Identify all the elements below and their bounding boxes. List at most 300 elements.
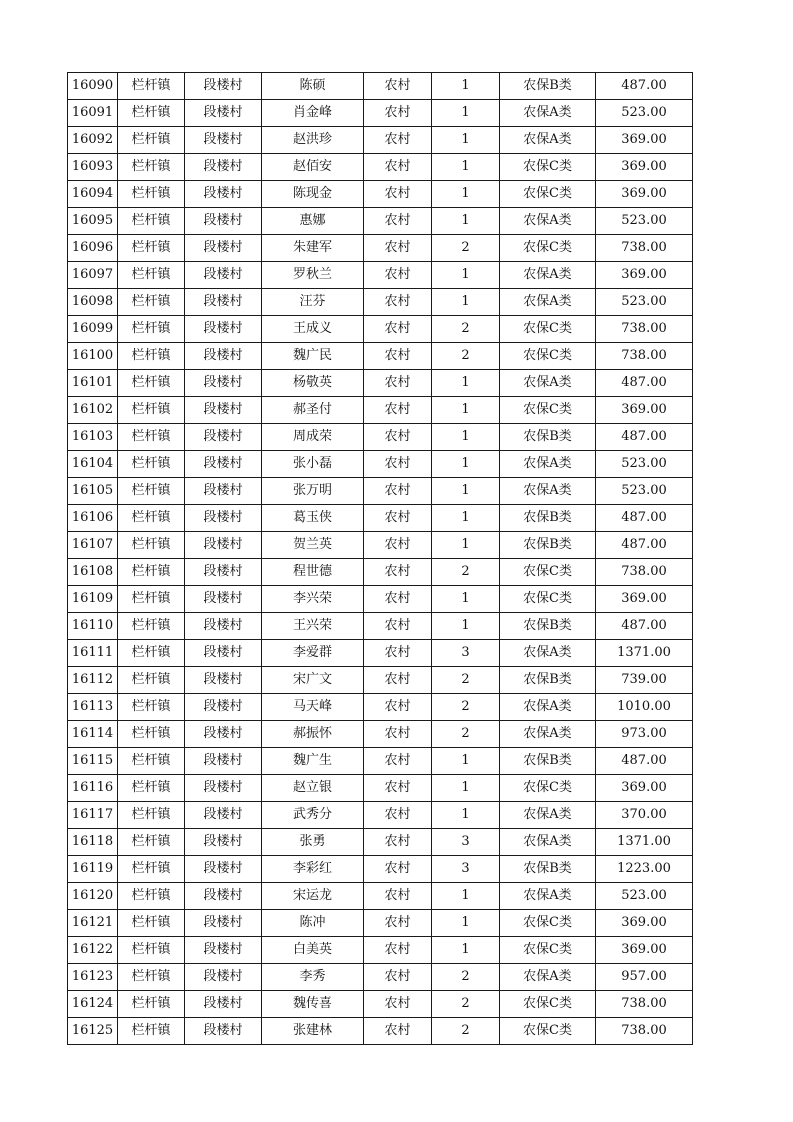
household-type-cell: 农村 [364,235,432,262]
amount-cell: 369.00 [596,181,693,208]
amount-cell: 369.00 [596,775,693,802]
amount-cell: 1371.00 [596,829,693,856]
name-cell: 程世德 [262,559,364,586]
serial-number-cell: 16107 [68,532,118,559]
insurance-category-cell: 农保B类 [500,532,596,559]
serial-number-cell: 16123 [68,964,118,991]
household-type-cell: 农村 [364,262,432,289]
insurance-category-cell: 农保A类 [500,640,596,667]
person-count-cell: 2 [432,667,500,694]
insurance-category-cell: 农保C类 [500,343,596,370]
insurance-category-cell: 农保A类 [500,694,596,721]
amount-cell: 957.00 [596,964,693,991]
amount-cell: 487.00 [596,613,693,640]
household-type-cell: 农村 [364,721,432,748]
table-row [68,397,693,424]
person-count-cell: 1 [432,586,500,613]
village-cell: 段楼村 [185,154,262,181]
household-type-cell: 农村 [364,829,432,856]
person-count-cell: 1 [432,370,500,397]
household-type-cell: 农村 [364,343,432,370]
serial-number-cell: 16125 [68,1018,118,1045]
insurance-category-cell: 农保B类 [500,856,596,883]
name-cell: 白美英 [262,937,364,964]
amount-cell: 369.00 [596,586,693,613]
name-cell: 郝振怀 [262,721,364,748]
serial-number-cell: 16098 [68,289,118,316]
town-cell: 栏杆镇 [118,532,185,559]
serial-number-cell: 16115 [68,748,118,775]
amount-cell: 369.00 [596,154,693,181]
amount-cell: 523.00 [596,451,693,478]
village-cell: 段楼村 [185,397,262,424]
insurance-category-cell: 农保A类 [500,883,596,910]
name-cell: 陈现金 [262,181,364,208]
amount-cell: 487.00 [596,370,693,397]
name-cell: 李兴荣 [262,586,364,613]
name-cell: 李秀 [262,964,364,991]
person-count-cell: 3 [432,856,500,883]
table-row [68,424,693,451]
town-cell: 栏杆镇 [118,478,185,505]
serial-number-cell: 16091 [68,100,118,127]
name-cell: 周成荣 [262,424,364,451]
village-cell: 段楼村 [185,208,262,235]
name-cell: 汪芬 [262,289,364,316]
village-cell: 段楼村 [185,73,262,100]
village-cell: 段楼村 [185,721,262,748]
person-count-cell: 2 [432,316,500,343]
insurance-category-cell: 农保A类 [500,802,596,829]
household-type-cell: 农村 [364,208,432,235]
serial-number-cell: 16116 [68,775,118,802]
town-cell: 栏杆镇 [118,991,185,1018]
household-type-cell: 农村 [364,370,432,397]
household-type-cell: 农村 [364,667,432,694]
table-row [68,181,693,208]
household-type-cell: 农村 [364,586,432,613]
name-cell: 张建林 [262,1018,364,1045]
household-type-cell: 农村 [364,100,432,127]
town-cell: 栏杆镇 [118,370,185,397]
town-cell: 栏杆镇 [118,73,185,100]
name-cell: 赵佰安 [262,154,364,181]
insurance-category-cell: 农保C类 [500,397,596,424]
table-row [68,262,693,289]
table-row [68,100,693,127]
insurance-category-cell: 农保C类 [500,586,596,613]
household-type-cell: 农村 [364,802,432,829]
table-row [68,289,693,316]
name-cell: 赵立银 [262,775,364,802]
village-cell: 段楼村 [185,370,262,397]
household-type-cell: 农村 [364,883,432,910]
household-type-cell: 农村 [364,937,432,964]
person-count-cell: 2 [432,559,500,586]
town-cell: 栏杆镇 [118,289,185,316]
person-count-cell: 2 [432,235,500,262]
amount-cell: 523.00 [596,478,693,505]
insurance-category-cell: 农保A类 [500,370,596,397]
insurance-category-cell: 农保A类 [500,721,596,748]
table-row [68,613,693,640]
table-row [68,910,693,937]
amount-cell: 523.00 [596,289,693,316]
serial-number-cell: 16122 [68,937,118,964]
household-type-cell: 农村 [364,532,432,559]
town-cell: 栏杆镇 [118,640,185,667]
insurance-category-cell: 农保C类 [500,991,596,1018]
village-cell: 段楼村 [185,559,262,586]
table-row [68,478,693,505]
household-type-cell: 农村 [364,748,432,775]
household-type-cell: 农村 [364,991,432,1018]
name-cell: 马天峰 [262,694,364,721]
name-cell: 杨敬英 [262,370,364,397]
person-count-cell: 1 [432,154,500,181]
serial-number-cell: 16111 [68,640,118,667]
person-count-cell: 3 [432,640,500,667]
serial-number-cell: 16110 [68,613,118,640]
town-cell: 栏杆镇 [118,775,185,802]
amount-cell: 487.00 [596,424,693,451]
data-table [67,72,693,1045]
household-type-cell: 农村 [364,613,432,640]
table-row [68,532,693,559]
serial-number-cell: 16109 [68,586,118,613]
person-count-cell: 1 [432,505,500,532]
person-count-cell: 1 [432,262,500,289]
table-row [68,721,693,748]
insurance-category-cell: 农保C类 [500,235,596,262]
town-cell: 栏杆镇 [118,451,185,478]
table-body [68,73,693,1045]
town-cell: 栏杆镇 [118,235,185,262]
person-count-cell: 1 [432,802,500,829]
table-row [68,316,693,343]
village-cell: 段楼村 [185,343,262,370]
table-row [68,748,693,775]
name-cell: 王成义 [262,316,364,343]
amount-cell: 1371.00 [596,640,693,667]
insurance-category-cell: 农保C类 [500,1018,596,1045]
village-cell: 段楼村 [185,964,262,991]
insurance-category-cell: 农保B类 [500,424,596,451]
name-cell: 惠娜 [262,208,364,235]
town-cell: 栏杆镇 [118,397,185,424]
town-cell: 栏杆镇 [118,100,185,127]
village-cell: 段楼村 [185,748,262,775]
town-cell: 栏杆镇 [118,910,185,937]
household-type-cell: 农村 [364,289,432,316]
serial-number-cell: 16100 [68,343,118,370]
table-row [68,154,693,181]
village-cell: 段楼村 [185,181,262,208]
serial-number-cell: 16121 [68,910,118,937]
serial-number-cell: 16120 [68,883,118,910]
serial-number-cell: 16102 [68,397,118,424]
village-cell: 段楼村 [185,451,262,478]
village-cell: 段楼村 [185,235,262,262]
person-count-cell: 2 [432,1018,500,1045]
serial-number-cell: 16112 [68,667,118,694]
amount-cell: 973.00 [596,721,693,748]
serial-number-cell: 16095 [68,208,118,235]
table-row [68,883,693,910]
amount-cell: 1223.00 [596,856,693,883]
insurance-category-cell: 农保A类 [500,289,596,316]
village-cell: 段楼村 [185,289,262,316]
insurance-category-cell: 农保B类 [500,73,596,100]
name-cell: 罗秋兰 [262,262,364,289]
serial-number-cell: 16114 [68,721,118,748]
amount-cell: 487.00 [596,73,693,100]
amount-cell: 739.00 [596,667,693,694]
household-type-cell: 农村 [364,154,432,181]
name-cell: 魏传喜 [262,991,364,1018]
town-cell: 栏杆镇 [118,424,185,451]
village-cell: 段楼村 [185,532,262,559]
person-count-cell: 1 [432,775,500,802]
person-count-cell: 1 [432,937,500,964]
serial-number-cell: 16090 [68,73,118,100]
amount-cell: 738.00 [596,235,693,262]
serial-number-cell: 16097 [68,262,118,289]
household-type-cell: 农村 [364,775,432,802]
village-cell: 段楼村 [185,694,262,721]
town-cell: 栏杆镇 [118,127,185,154]
table-row [68,667,693,694]
town-cell: 栏杆镇 [118,586,185,613]
table-row [68,991,693,1018]
serial-number-cell: 16099 [68,316,118,343]
household-type-cell: 农村 [364,397,432,424]
village-cell: 段楼村 [185,316,262,343]
village-cell: 段楼村 [185,910,262,937]
town-cell: 栏杆镇 [118,154,185,181]
name-cell: 陈硕 [262,73,364,100]
household-type-cell: 农村 [364,559,432,586]
table-row [68,964,693,991]
serial-number-cell: 16101 [68,370,118,397]
serial-number-cell: 16113 [68,694,118,721]
town-cell: 栏杆镇 [118,856,185,883]
person-count-cell: 1 [432,613,500,640]
person-count-cell: 1 [432,883,500,910]
serial-number-cell: 16093 [68,154,118,181]
town-cell: 栏杆镇 [118,802,185,829]
town-cell: 栏杆镇 [118,694,185,721]
name-cell: 魏广民 [262,343,364,370]
insurance-category-cell: 农保A类 [500,262,596,289]
town-cell: 栏杆镇 [118,964,185,991]
name-cell: 李彩红 [262,856,364,883]
insurance-category-cell: 农保A类 [500,208,596,235]
village-cell: 段楼村 [185,829,262,856]
household-type-cell: 农村 [364,73,432,100]
village-cell: 段楼村 [185,613,262,640]
insurance-category-cell: 农保C类 [500,316,596,343]
amount-cell: 738.00 [596,991,693,1018]
insurance-category-cell: 农保C类 [500,937,596,964]
name-cell: 张万明 [262,478,364,505]
town-cell: 栏杆镇 [118,883,185,910]
serial-number-cell: 16094 [68,181,118,208]
person-count-cell: 1 [432,532,500,559]
household-type-cell: 农村 [364,127,432,154]
person-count-cell: 2 [432,694,500,721]
person-count-cell: 1 [432,397,500,424]
town-cell: 栏杆镇 [118,559,185,586]
amount-cell: 369.00 [596,937,693,964]
name-cell: 宋广文 [262,667,364,694]
town-cell: 栏杆镇 [118,505,185,532]
insurance-category-cell: 农保A类 [500,478,596,505]
town-cell: 栏杆镇 [118,721,185,748]
insurance-category-cell: 农保C类 [500,910,596,937]
serial-number-cell: 16117 [68,802,118,829]
amount-cell: 523.00 [596,883,693,910]
insurance-category-cell: 农保B类 [500,613,596,640]
person-count-cell: 1 [432,73,500,100]
town-cell: 栏杆镇 [118,316,185,343]
household-type-cell: 农村 [364,478,432,505]
table-row [68,127,693,154]
name-cell: 魏广生 [262,748,364,775]
household-type-cell: 农村 [364,1018,432,1045]
serial-number-cell: 16106 [68,505,118,532]
amount-cell: 523.00 [596,100,693,127]
amount-cell: 369.00 [596,910,693,937]
insurance-category-cell: 农保C类 [500,775,596,802]
table-row [68,937,693,964]
person-count-cell: 2 [432,343,500,370]
village-cell: 段楼村 [185,262,262,289]
name-cell: 张勇 [262,829,364,856]
village-cell: 段楼村 [185,775,262,802]
name-cell: 朱建军 [262,235,364,262]
village-cell: 段楼村 [185,937,262,964]
name-cell: 贺兰英 [262,532,364,559]
village-cell: 段楼村 [185,640,262,667]
name-cell: 郝圣付 [262,397,364,424]
name-cell: 葛玉侠 [262,505,364,532]
person-count-cell: 1 [432,208,500,235]
household-type-cell: 农村 [364,451,432,478]
serial-number-cell: 16105 [68,478,118,505]
amount-cell: 738.00 [596,559,693,586]
name-cell: 肖金峰 [262,100,364,127]
village-cell: 段楼村 [185,586,262,613]
table-row [68,640,693,667]
serial-number-cell: 16108 [68,559,118,586]
insurance-category-cell: 农保A类 [500,451,596,478]
insurance-category-cell: 农保A类 [500,964,596,991]
person-count-cell: 1 [432,181,500,208]
amount-cell: 487.00 [596,532,693,559]
table-row [68,586,693,613]
serial-number-cell: 16118 [68,829,118,856]
insurance-category-cell: 农保B类 [500,748,596,775]
person-count-cell: 1 [432,910,500,937]
table-row [68,559,693,586]
town-cell: 栏杆镇 [118,262,185,289]
village-cell: 段楼村 [185,127,262,154]
town-cell: 栏杆镇 [118,1018,185,1045]
name-cell: 武秀分 [262,802,364,829]
household-type-cell: 农村 [364,316,432,343]
person-count-cell: 2 [432,721,500,748]
town-cell: 栏杆镇 [118,343,185,370]
insurance-category-cell: 农保A类 [500,127,596,154]
person-count-cell: 1 [432,289,500,316]
table-row [68,1018,693,1045]
person-count-cell: 1 [432,451,500,478]
town-cell: 栏杆镇 [118,937,185,964]
insurance-category-cell: 农保A类 [500,100,596,127]
household-type-cell: 农村 [364,910,432,937]
village-cell: 段楼村 [185,1018,262,1045]
insurance-category-cell: 农保A类 [500,829,596,856]
amount-cell: 523.00 [596,208,693,235]
person-count-cell: 3 [432,829,500,856]
amount-cell: 369.00 [596,262,693,289]
table-row [68,829,693,856]
serial-number-cell: 16092 [68,127,118,154]
village-cell: 段楼村 [185,478,262,505]
amount-cell: 370.00 [596,802,693,829]
insurance-category-cell: 农保C类 [500,181,596,208]
name-cell: 赵洪珍 [262,127,364,154]
village-cell: 段楼村 [185,883,262,910]
name-cell: 张小磊 [262,451,364,478]
household-type-cell: 农村 [364,964,432,991]
person-count-cell: 1 [432,478,500,505]
person-count-cell: 1 [432,424,500,451]
amount-cell: 1010.00 [596,694,693,721]
serial-number-cell: 16124 [68,991,118,1018]
town-cell: 栏杆镇 [118,208,185,235]
table-row [68,73,693,100]
person-count-cell: 2 [432,964,500,991]
serial-number-cell: 16104 [68,451,118,478]
table-row [68,235,693,262]
amount-cell: 738.00 [596,1018,693,1045]
serial-number-cell: 16096 [68,235,118,262]
household-type-cell: 农村 [364,640,432,667]
insurance-category-cell: 农保C类 [500,559,596,586]
table-row [68,505,693,532]
amount-cell: 369.00 [596,397,693,424]
town-cell: 栏杆镇 [118,829,185,856]
village-cell: 段楼村 [185,505,262,532]
town-cell: 栏杆镇 [118,613,185,640]
village-cell: 段楼村 [185,667,262,694]
town-cell: 栏杆镇 [118,667,185,694]
village-cell: 段楼村 [185,856,262,883]
household-type-cell: 农村 [364,424,432,451]
amount-cell: 487.00 [596,748,693,775]
household-type-cell: 农村 [364,694,432,721]
serial-number-cell: 16103 [68,424,118,451]
person-count-cell: 2 [432,991,500,1018]
village-cell: 段楼村 [185,802,262,829]
table-row [68,802,693,829]
person-count-cell: 1 [432,100,500,127]
household-type-cell: 农村 [364,505,432,532]
village-cell: 段楼村 [185,424,262,451]
village-cell: 段楼村 [185,991,262,1018]
